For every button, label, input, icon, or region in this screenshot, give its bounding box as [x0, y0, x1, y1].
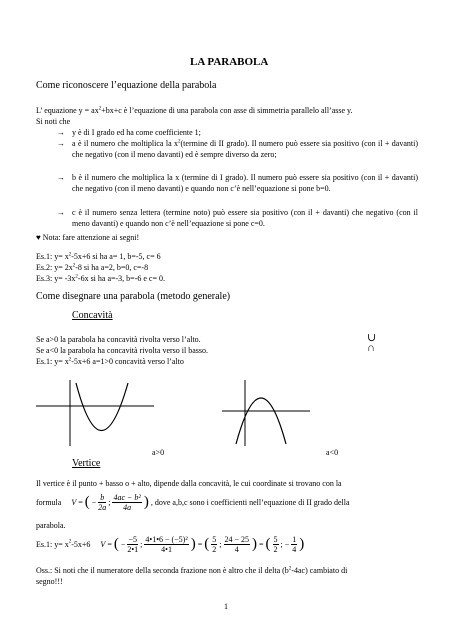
page-title: LA PARABOLA — [190, 56, 269, 68]
example-2-b: -8 si ha a=2, b=0, c=-8 — [75, 263, 149, 272]
ex-paren-open-2: ( — [204, 536, 210, 552]
ex-eq-2: = — [197, 540, 203, 549]
cap-symbol: ∩ — [367, 342, 375, 354]
bullet-text-2 — [72, 138, 418, 160]
label-a-positive: a>0 — [152, 448, 165, 457]
oss-line-2: segno!!! — [36, 577, 63, 586]
ex-minus-2: − — [284, 540, 290, 549]
cup-symbol: ∪ — [367, 332, 377, 344]
ex-frac-2-num: 4•1•6 − (−5)² — [145, 535, 188, 544]
vertice-formula-row: formula V = ( − $\frac{b}{2a}$ ; $\frac{\text{4ac − b²}}{4a}$ ) , dove a,b,c sono i coefficienti nell’equazione di II grado della — [36, 493, 350, 512]
formula-eq: = — [78, 498, 83, 507]
parabola-down-curve — [236, 398, 286, 444]
vertex-example-b: -5x+6 — [71, 540, 91, 549]
formula-close-paren: ) — [143, 494, 149, 510]
frac-x-num: b — [100, 493, 105, 502]
ex-frac-6 — [291, 535, 297, 554]
concavita-heading: Concavità — [72, 310, 113, 321]
intro-text-b: +bx+c è l’equazione di una parabola con asse di simmetria parallelo all’asse y. — [101, 106, 353, 115]
ex-frac-5-num: 5 — [273, 535, 278, 544]
oss-line-1 — [36, 565, 347, 576]
ex-frac-1-den: 2•1 — [127, 545, 139, 554]
example-2-sup: 2 — [72, 263, 76, 269]
ex-paren-close-3: ) — [299, 536, 305, 552]
example-2-a: Es.2: y= 2x — [36, 263, 73, 272]
formula-v: V — [71, 498, 77, 507]
oss-sup: 2 — [288, 566, 292, 572]
intro-line-2: Si noti che — [36, 117, 71, 126]
ex-paren-close-1: ) — [190, 536, 196, 552]
ex-minus-1: − — [120, 540, 126, 549]
section-heading-draw: Come disegnare una parabola (metodo generale) — [36, 291, 231, 302]
concavita-line-2: Se a<0 la parabola ha concavità rivolta verso il basso. — [36, 346, 209, 355]
ex-frac-4-num: 24 − 25 — [224, 535, 250, 544]
bullet-arrow-2: → — [57, 139, 65, 148]
bullet-2-sup: 2 — [178, 139, 181, 145]
parabola-up-graph — [36, 378, 156, 448]
ex-frac-6-num: 1 — [292, 535, 297, 544]
ex-frac-4-den: 4 — [234, 545, 239, 554]
bullet-2-b: (termine di II grado). Il numero può essere sia positivo (con il + davanti) che negativo (con il meno davanti) ed è sempre diverso da zero; — [72, 139, 418, 159]
ex-frac-2 — [144, 535, 188, 554]
ex-paren-open-1: ( — [113, 536, 119, 552]
ex-eq-1: = — [107, 540, 112, 549]
formula-open-paren: ( — [84, 494, 90, 510]
example-1-sup: 2 — [68, 252, 72, 258]
example-1-a: Es.1: y= x — [36, 252, 69, 261]
example-3-a: Es.3: y= -3x — [36, 274, 76, 283]
frac-y-den: 4a — [123, 503, 132, 512]
ex-frac-1-num: −5 — [128, 535, 137, 544]
formula-frac-y — [112, 493, 141, 512]
bullet-arrow-3: → — [57, 173, 65, 182]
frac-x-den: 2a — [98, 503, 107, 512]
bullet-2-a: a è il numero che moltiplica la x — [72, 139, 179, 148]
page-number: 1 — [224, 602, 228, 611]
concavita-line-3 — [36, 356, 184, 367]
vertex-example-row: Es.1: $y= x^2-5x+6$ V = ( − $\frac{-5}{2•1}$ ; $\frac{\text{4•1•6 − (−5)²}}{4•1}$ ) = ( $\frac{5}{2}$ ; $\frac{24 - 25}{4}$ ) = ( $\frac{5}{2}$ ; − $\frac{1}{4}$ ) — [36, 535, 305, 554]
example-1 — [36, 251, 161, 262]
bullet-text-1: y è di I grado ed ha come coefficiente 1; — [72, 128, 201, 137]
vertex-example-a: Es.1: y= x — [36, 540, 69, 549]
bullet-text-3: b è il numero che moltiplica la x (termine di I grado). Il numero può essere sia positivo (con il + davanti) che negativo (con il meno davanti) e quando non c’è nell’equazione si pone b=0. — [72, 173, 418, 193]
ex-v: V — [100, 540, 106, 549]
parabola-down-graph — [222, 378, 312, 448]
intro-sup: 2 — [98, 106, 102, 112]
example-3-sup: 2 — [75, 274, 78, 280]
ex-frac-5-den: 2 — [273, 545, 278, 554]
formula-label: formula — [36, 498, 62, 507]
section-heading-recognize: Come riconoscere l’equazione della parabola — [36, 80, 217, 91]
note: ♥ Nota: fare attenzione ai segni! — [36, 233, 140, 242]
intro-line-1 — [36, 105, 353, 116]
example-1-b: -5x+6 si ha a= 1, b=-5, c= 6 — [71, 252, 161, 261]
frac-y-num: 4ac − b² — [113, 493, 141, 502]
label-a-negative: a<0 — [326, 448, 339, 457]
ex-frac-3-den: 2 — [212, 545, 217, 554]
concavita-line-1: Se a>0 la parabola ha concavità rivolta verso l’alto. — [36, 335, 201, 344]
ex-frac-2-den: 4•1 — [161, 545, 172, 554]
oss-b: -4ac) cambiato di — [291, 566, 348, 575]
bullet-text-4: c è il numero senza lettera (termine noto) può essere sia positivo (con il + davanti) che negativo (con il meno davanti) e quando non c’è nell’equazione si pone c=0. — [72, 208, 418, 228]
formula-minus: − — [91, 498, 97, 507]
ex-paren-open-3: ( — [265, 536, 271, 552]
formula-frac-x — [98, 493, 106, 512]
example-3 — [36, 273, 165, 284]
concavita-line-3-a: Es.1: y= x — [36, 357, 69, 366]
intro-text-a: L’ equazione y = ax — [36, 106, 99, 115]
ex-paren-close-2: ) — [252, 536, 258, 552]
ex-frac-1 — [127, 535, 138, 554]
parabola-up-curve — [76, 383, 128, 431]
ex-frac-5 — [273, 535, 279, 554]
vertice-heading: Vertice — [72, 458, 101, 469]
ex-frac-3 — [211, 535, 217, 554]
example-2 — [36, 262, 148, 273]
ex-frac-3-num: 5 — [212, 535, 217, 544]
oss-a: Oss.: Si noti che il numeratore della seconda frazione non è altro che il delta (b — [36, 566, 289, 575]
concavita-line-3-b: -5x+6 a=1>0 concavità verso l’alto — [71, 357, 184, 366]
vertice-text-1: Il vertice è il punto + basso o + alto, dipende dalla concavità, le cui coordinate si trovano con la — [36, 479, 342, 488]
ex-eq-3: = — [259, 540, 264, 549]
bullet-arrow-1: → — [57, 128, 65, 137]
vertice-text-2: , dove a,b,c sono i coefficienti nell’equazione di II grado della — [150, 498, 350, 507]
ex-frac-6-den: 4 — [292, 545, 297, 554]
ex-frac-4 — [224, 535, 251, 554]
concavita-line-3-sup: 2 — [68, 357, 72, 363]
vertice-text-3: parabola. — [36, 521, 66, 530]
example-3-b: -6x si ha a=-3, b=-6 e c= 0. — [77, 274, 165, 283]
vertex-example-sup: 2 — [68, 539, 72, 545]
bullet-arrow-4: → — [57, 208, 65, 217]
